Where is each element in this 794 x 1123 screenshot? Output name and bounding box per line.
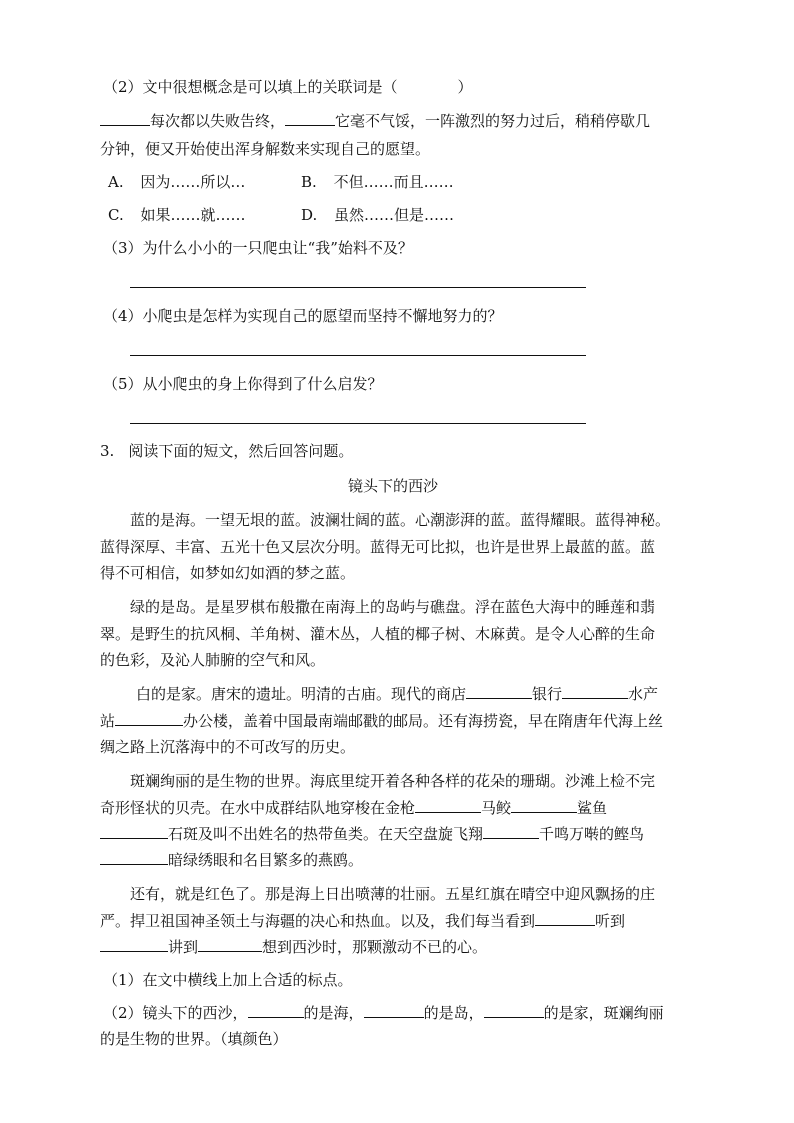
q4-answer-line[interactable] bbox=[130, 355, 586, 356]
option-d[interactable] bbox=[301, 205, 454, 225]
p4-blank-5[interactable] bbox=[100, 850, 168, 865]
q4-prompt: （4）小爬虫是怎样为实现自己的愿望而坚持不懈地努力的？ bbox=[103, 307, 503, 325]
p5-line-1: 还有，就是红色了。那是海上日出喷薄的壮丽。五星红旗在晴空中迎风飘扬的庄 bbox=[130, 885, 656, 903]
p4-text-2c: 鲨鱼 bbox=[577, 799, 608, 817]
p4-line-1: 斑斓绚丽的是生物的世界。海底里绽开着各种各样的花朵的珊瑚。沙滩上检不完 bbox=[130, 772, 656, 790]
p1-line-3: 得不可相信，如梦如幻如酒的梦之蓝。 bbox=[100, 564, 356, 582]
section-3-heading bbox=[100, 441, 353, 461]
q2-prompt: （2）文中很想概念是可以填上的关联词是（ ） bbox=[103, 78, 473, 96]
q2-blank-1[interactable] bbox=[100, 111, 150, 126]
p5-text-3b: 想到西沙时，那颗激动不已的心。 bbox=[262, 938, 488, 956]
section-3-number: 3. bbox=[100, 442, 115, 460]
option-c-letter: C. bbox=[108, 206, 124, 224]
q3-answer-line[interactable] bbox=[130, 287, 586, 288]
p5-text-2a: 严。捍卫祖国神圣领土与海疆的决心和热血。以及，我们每当看到 bbox=[100, 912, 536, 930]
p5-line-3 bbox=[100, 937, 487, 957]
sub-question-1: （1）在文中横线上加上合适的标点。 bbox=[103, 971, 353, 989]
q2-blank-2[interactable] bbox=[285, 111, 335, 126]
passage-title: 镜头下的西沙 bbox=[348, 477, 439, 495]
p4-line-2 bbox=[100, 798, 607, 818]
q2-sentence-text-b: 它毫不气馁，一阵激烈的努力过后，稍稍停歇几 bbox=[335, 112, 651, 130]
p3-text-1b: 银行 bbox=[532, 685, 563, 703]
sub2-text-d: 的是家，斑斓绚丽 bbox=[543, 1004, 664, 1022]
sub2-text-c: 的是岛， bbox=[423, 1004, 484, 1022]
q2-sentence-line-1 bbox=[100, 111, 650, 131]
option-c[interactable] bbox=[108, 205, 246, 225]
sub2-text-b: 的是海， bbox=[303, 1004, 364, 1022]
p4-blank-1[interactable] bbox=[415, 798, 481, 813]
p3-blank-2[interactable] bbox=[562, 684, 628, 699]
p5-text-3a: 讲到 bbox=[168, 938, 199, 956]
sub2-blank-2[interactable] bbox=[364, 1003, 424, 1018]
p5-blank-3[interactable] bbox=[198, 937, 262, 952]
p2-line-1: 绿的是岛。是星罗棋布般撒在南海上的岛屿与礁盘。浮在蓝色大海中的睡莲和翡 bbox=[130, 598, 656, 616]
option-c-text: 如果……就…… bbox=[140, 206, 246, 224]
p4-line-3 bbox=[100, 824, 644, 844]
option-b-letter: B. bbox=[301, 173, 317, 191]
option-b[interactable] bbox=[301, 172, 454, 192]
p1-line-2: 蓝得深厚、丰富、五光十色又层次分明。蓝得无可比拟，也许是世界上最蓝的蓝。蓝 bbox=[100, 538, 656, 556]
p3-text-1c: 水产 bbox=[628, 685, 659, 703]
option-d-text: 虽然……但是…… bbox=[334, 206, 455, 224]
option-a[interactable] bbox=[108, 172, 245, 192]
p5-blank-2[interactable] bbox=[100, 937, 168, 952]
option-b-text: 不但……而且…… bbox=[333, 173, 454, 191]
p4-blank-3[interactable] bbox=[100, 824, 168, 839]
p4-text-3b: 千鸣万啭的鲣鸟 bbox=[539, 825, 645, 843]
p4-text-4: 暗绿绣眼和名目繁多的燕鸥。 bbox=[168, 851, 364, 869]
p3-text-2a: 站 bbox=[100, 712, 116, 730]
p4-text-2b: 马鲛 bbox=[481, 799, 512, 817]
q5-answer-line[interactable] bbox=[130, 423, 586, 424]
option-a-text: 因为……所以… bbox=[140, 173, 246, 191]
q2-sentence-line-2: 分钟，便又开始使出浑身解数来实现自己的愿望。 bbox=[100, 140, 431, 158]
p3-blank-3[interactable] bbox=[115, 711, 183, 726]
p3-blank-1[interactable] bbox=[466, 684, 532, 699]
q5-prompt: （5）从小爬虫的身上你得到了什么启发？ bbox=[103, 375, 383, 393]
p3-line-3: 绸之路上沉落海中的不可改写的历史。 bbox=[100, 738, 356, 756]
p2-line-3: 的色彩，及沁人肺腑的空气和风。 bbox=[100, 651, 326, 669]
p4-text-3a: 石斑及叫不出姓名的热带鱼类。在天空盘旋飞翔 bbox=[168, 825, 484, 843]
option-a-letter: A. bbox=[108, 173, 124, 191]
p4-text-2a: 奇形怪状的贝壳。在水中成群结队地穿梭在金枪 bbox=[100, 799, 416, 817]
sub2-blank-3[interactable] bbox=[484, 1003, 544, 1018]
p3-line-2 bbox=[100, 711, 663, 731]
p5-text-2b: 听到 bbox=[595, 912, 626, 930]
sub-question-2-line-2: 的是生物的世界。（填颜色） bbox=[100, 1030, 288, 1048]
option-d-letter: D. bbox=[301, 206, 318, 224]
p5-blank-1[interactable] bbox=[535, 911, 595, 926]
sub-question-2-line-1 bbox=[103, 1003, 664, 1023]
p4-blank-4[interactable] bbox=[483, 824, 539, 839]
sub2-text-a: （2）镜头下的西沙， bbox=[103, 1004, 248, 1022]
q3-prompt: （3）为什么小小的一只爬虫让“我”始料不及？ bbox=[103, 239, 413, 257]
p2-line-2: 翠。是野生的抗风桐、羊角树、灌木丛，人植的椰子树、木麻黄。是令人心醉的生命 bbox=[100, 625, 656, 643]
p5-line-2 bbox=[100, 911, 625, 931]
q2-sentence-text-a: 每次都以失败告终， bbox=[150, 112, 286, 130]
p4-line-4 bbox=[100, 850, 363, 870]
p3-line-1 bbox=[136, 684, 658, 704]
p3-text-2b: 办公楼，盖着中国最南端邮戳的邮局。还有海捞瓷，早在隋唐年代海上丝 bbox=[183, 712, 664, 730]
p3-text-1a: 白的是家。唐宋的遗址。明清的古庙。现代的商店 bbox=[136, 685, 467, 703]
sub2-blank-1[interactable] bbox=[248, 1003, 304, 1018]
p4-blank-2[interactable] bbox=[511, 798, 577, 813]
section-3-instruction: 阅读下面的短文，然后回答问题。 bbox=[128, 442, 354, 460]
p1-line-1: 蓝的是海。一望无垠的蓝。波澜壮阔的蓝。心潮澎湃的蓝。蓝得耀眼。蓝得神秘。 bbox=[130, 511, 671, 529]
